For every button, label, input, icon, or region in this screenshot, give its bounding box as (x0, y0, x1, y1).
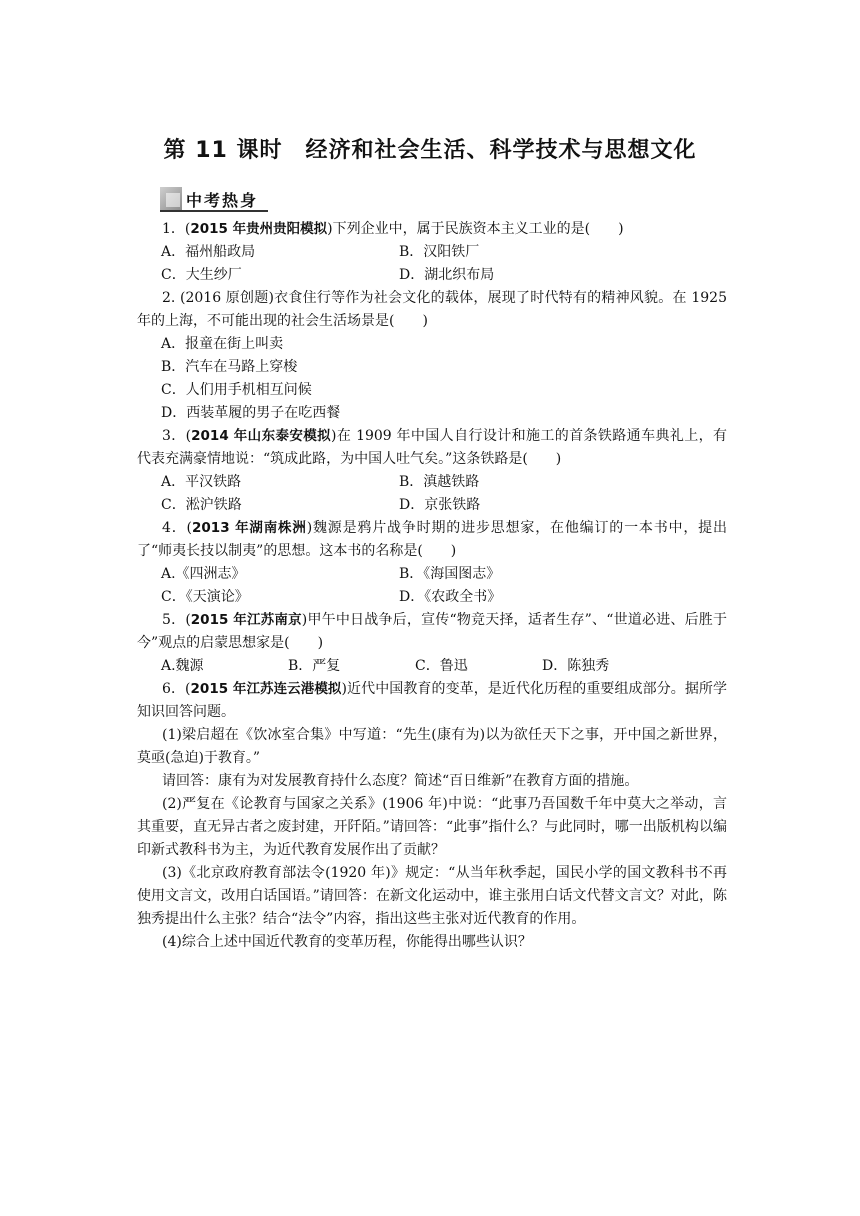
option-b: B．《海国图志》 (399, 566, 501, 582)
section-label: 中考热身 (186, 191, 259, 210)
question-4-options-row1 (137, 563, 727, 586)
question-6-part-1-ask: 请回答：康有为对发展教育持什么态度？简述“百日维新”在教育方面的措施。 (162, 773, 639, 789)
option-c: C．大生纱厂 (161, 267, 242, 283)
option-c: C．《天演论》 (161, 589, 249, 605)
option-a: A.《四洲志》 (161, 566, 246, 582)
question-6-part-4: (4)综合上述中国近代教育的变革历程，你能得出哪些认识？ (162, 934, 532, 950)
question-2: 2. (2016 原创题)衣食住行等作为社会文化的载体，展现了时代特有的精神风貌。在 1925 年的上海，不可能出现的社会生活场景是( ) (137, 290, 727, 329)
question-6-part-3: (3)《北京政府教育部法令(1920 年)》规定：“从当年秋季起，国民小学的国文教科书不再使用文言文，改用白话国语。”请回答：在新文化运动中，谁主张用白话文代替文言文？对此，陈独秀提出什么主张？结合“法令”内容，指出这些主张对近代教育的作用。 (137, 865, 727, 927)
question-6-part-1: (1)梁启超在《饮冰室合集》中写道：“先生(康有为)以为欲任天下之事，开中国之新世界，莫亟(急迫)于教育。” (137, 727, 727, 766)
question-6: 6．(2015 年江苏连云港模拟)近代中国教育的变革，是近代化历程的重要组成部分。据所学知识回答问题。 (137, 681, 728, 720)
question-6-source: 2015 年江苏连云港模拟 (190, 681, 342, 697)
question-4: 4．(2013 年湖南株洲)魏源是鸦片战争时期的进步思想家，在他编订的一本书中，提出了“师夷长技以制夷”的思想。这本书的名称是( ) (137, 520, 727, 559)
option-d: D．京张铁路 (399, 497, 481, 513)
question-3-source: 2014 年山东泰安模拟 (191, 428, 331, 444)
option-a: A.魏源 (161, 658, 204, 674)
question-1-source: 2015 年贵州贵阳模拟 (190, 221, 328, 237)
option-b: B．滇越铁路 (399, 474, 480, 490)
question-3-options-row2 (137, 494, 727, 517)
section-underline (160, 210, 268, 212)
question-3-options-row1 (137, 471, 727, 494)
question-1: 1．(2015 年贵州贵阳模拟)下列企业中，属于民族资本主义工业的是( ) (162, 221, 624, 237)
question-4-options-row2 (137, 586, 727, 609)
option-a: A．报童在街上叫卖 (161, 336, 284, 352)
question-5: 5．(2015 年江苏南京)甲午中日战争后，宣传“物竞天择，适者生存”、“世道必进、后胜于今”观点的启蒙思想家是( ) (137, 612, 727, 651)
option-a: A．平汉铁路 (161, 474, 242, 490)
question-1-options-row2 (137, 264, 727, 287)
option-c: C．淞沪铁路 (161, 497, 242, 513)
option-b: B．严复 (288, 658, 341, 674)
option-d: D．湖北织布局 (399, 267, 495, 283)
page-title: 第 11 课时 经济和社会生活、科学技术与思想文化 (163, 138, 697, 163)
question-5-source: 2015 年江苏南京 (190, 612, 302, 628)
section-header (160, 187, 270, 211)
question-4-source: 2013 年湖南株洲 (192, 520, 307, 536)
question-3: 3．(2014 年山东泰安模拟)在 1909 年中国人自行设计和施工的首条铁路通车典礼上，有代表充满豪情地说：“筑成此路，为中国人吐气矣。”这条铁路是( ) (137, 428, 727, 467)
question-list (137, 218, 727, 954)
option-a: A．福州船政局 (161, 244, 256, 260)
option-d: D．西装革履的男子在吃西餐 (161, 405, 341, 421)
option-d: D．《农政全书》 (399, 589, 502, 605)
question-6-part-2: (2)严复在《论教育与国家之关系》(1906 年)中说：“此事乃吾国数千年中莫大之举动，言其重要，直无异古者之废封建，开阡陌。”请回答：“此事”指什么？与此同时，哪一出版机构以编印新式教科书为主，为近代教育发展作出了贡献？ (137, 796, 727, 858)
option-c: C．鲁迅 (415, 658, 468, 674)
option-b: B．汽车在马路上穿梭 (161, 359, 298, 375)
option-d: D．陈独秀 (542, 658, 610, 674)
option-c: C．人们用手机相互问候 (161, 382, 312, 398)
question-5-options (137, 655, 727, 678)
option-b: B．汉阳铁厂 (399, 244, 480, 260)
question-1-options-row1 (137, 241, 727, 264)
